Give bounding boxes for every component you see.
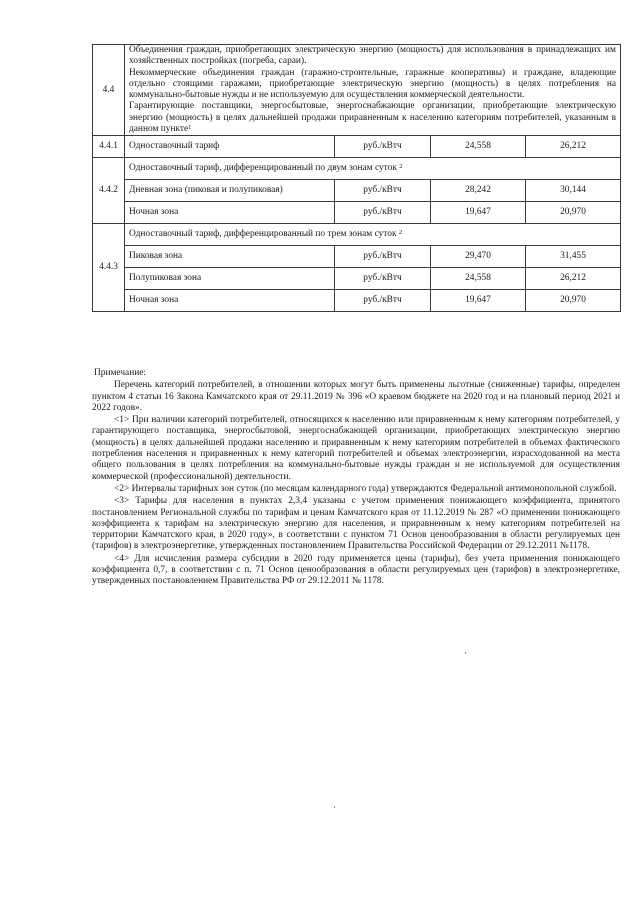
- scan-speck: [334, 806, 335, 808]
- footnote-1: <1> При наличии категорий потребителей, относящихся к населению или приравненным к нему категориям потребителей, у гарантирующего поставщика, энергосбытовой, энергоснабжающей организации, приобретающих электрическую энергию (мощность) в целях дальнейшей продажи населению и приравненным к нему категориям потребителей в объемах фактического потребления населения и приравненных к нему категорий потребителей и объемах электроэнергии, израсходованной на места общего пользования в целях потребления на коммунально-бытовые нужды граждан и не используемой для осуществления коммерческой (профессиональной) деятельности.: [92, 415, 620, 482]
- zone-value-2: 20,970: [526, 290, 621, 312]
- footnote-ref-2: 2: [399, 163, 403, 171]
- category-paragraph-3-text: Гарантирующие поставщики, энергосбытовые, энергоснабжающие организации, приобретающие электрическую энергию (мощность) в целях дальнейшей продажи приравненным к населению категориям потребителей, указанным в данном пункте: [129, 101, 616, 135]
- zone-value-1: 19,647: [431, 290, 526, 312]
- row-label: Одноставочный тариф: [125, 136, 335, 158]
- table-row-4-4-2: [93, 158, 621, 180]
- table-row-zone: [93, 246, 621, 268]
- scan-speck: [465, 652, 466, 654]
- row-label: [125, 224, 621, 246]
- row-number: 4.4.1: [93, 136, 125, 158]
- row-value-2: 26,212: [526, 136, 621, 158]
- footnote-4: <4> Для исчисления размера субсидии в 2020 году применяется цены (тарифы), без учета применения понижающего коэффициента 0,7, в соответствии с п. 71 Основ ценообразования в области регулируемых цен (тарифов) в электроэнергетике, утвержденных постановлением Правительства РФ от 29.12.2011 № 1178.: [92, 553, 620, 587]
- zone-label: Пиковая зона: [125, 246, 335, 268]
- zone-label: Ночная зона: [125, 202, 335, 224]
- category-paragraph-1: Объединения граждан, приобретающих электрическую энергию (мощность) для использования в принадлежащих им хозяйственных постройках (погреба, сараи).: [129, 45, 616, 67]
- row-number: 4.4.2: [93, 158, 125, 224]
- zone-unit: руб./кВтч: [335, 202, 431, 224]
- footnote-ref-1: 1: [188, 124, 192, 132]
- tariff-table: [92, 44, 621, 312]
- zone-label: Дневная зона (пиковая и полупиковая): [125, 180, 335, 202]
- zone-value-1: 29,470: [431, 246, 526, 268]
- footnote-3: <3> Тарифы для населения в пунктах 2,3,4 указаны с учетом применения понижающего коэффициента, принятого постановлением Региональной службы по тарифам и ценам Камчатского края от 11.12.2019 № 287 «О применении понижающего коэффициента к тарифам на электрическую энергию для населения, и приравненным к нему категориям потребителей на территории Камчатского края, в 2020 году», в соответствии с пунктом 71 Основ ценообразования в области регулируемых цен (тарифов) в электроэнергетике, утвержденных постановлением Правительства Российской Федерации от 29.12.2011 №1178.: [92, 496, 620, 552]
- zone-value-2: 20,970: [526, 202, 621, 224]
- zone-value-1: 19,647: [431, 202, 526, 224]
- table-row-4-4-1: [93, 136, 621, 158]
- table-row-4-4-3: [93, 224, 621, 246]
- notes-intro: Перечень категорий потребителей, в отношении которых могут быть применены льготные (сниженные) тарифы, определен пунктом 4 статьи 16 Закона Камчатского края от 29.11.2019 № 396 «О краевом бюджете на 2020 год и на плановый период 2021 и 2022 годов».: [92, 380, 620, 413]
- row-number: 4.4: [93, 45, 125, 136]
- zone-unit: руб./кВтч: [335, 290, 431, 312]
- row-label-text: Одноставочный тариф, дифференцированный по двум зонам суток: [129, 163, 397, 174]
- footnote-ref-2: 2: [398, 229, 403, 237]
- table-row-zone: [93, 180, 621, 202]
- zone-unit: руб./кВтч: [335, 180, 431, 202]
- row-value-1: 24,558: [431, 136, 526, 158]
- category-paragraph-2: Некоммерческие объединения граждан (гаражно-строительные, гаражные кооперативы) и граждане, владеющие отдельно стоящими гаражами, приобретающие электрическую энергию (мощность) в целях потребления на коммунально-бытовые нужды и не используемую для осуществления коммерческой деятельности.: [129, 67, 616, 101]
- zone-unit: руб./кВтч: [335, 268, 431, 290]
- notes-section: [92, 368, 620, 588]
- zone-value-1: 28,242: [431, 180, 526, 202]
- zone-label: Ночная зона: [125, 290, 335, 312]
- zone-value-2: 30,144: [526, 180, 621, 202]
- footnote-2: <2> Интервалы тарифных зон суток (по месяцам календарного года) утверждаются Федеральной антимонопольной службой.: [114, 483, 617, 494]
- zone-value-1: 24,558: [431, 268, 526, 290]
- table-row-zone: [93, 290, 621, 312]
- zone-label: Полупиковая зона: [125, 268, 335, 290]
- notes-title: Примечание:: [94, 368, 147, 378]
- table-row-zone: [93, 202, 621, 224]
- table-row-zone: [93, 268, 621, 290]
- zone-value-2: 26,212: [526, 268, 621, 290]
- category-paragraph-3: [129, 101, 616, 135]
- zone-value-2: 31,455: [526, 246, 621, 268]
- zone-unit: руб./кВтч: [335, 246, 431, 268]
- table-row-4-4: [93, 45, 621, 136]
- row-description: [125, 45, 621, 136]
- row-unit: руб./кВтч: [335, 136, 431, 158]
- row-label: [125, 158, 621, 180]
- row-number: 4.4.3: [93, 224, 125, 312]
- row-label-text: Одноставочный тариф, дифференцированный по трем зонам суток: [129, 229, 397, 240]
